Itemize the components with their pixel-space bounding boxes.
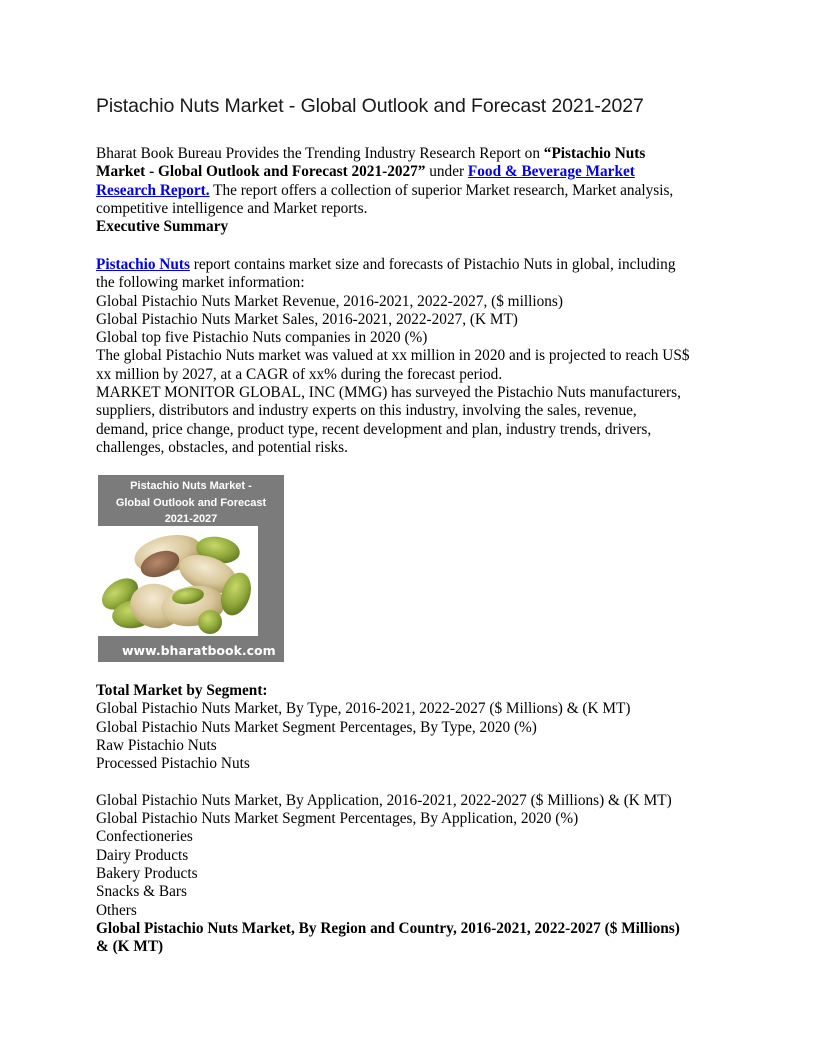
- type-line: Processed Pistachio Nuts: [96, 755, 250, 773]
- summary-line: Global top five Pistachio Nuts companies in 2020 (%): [96, 329, 428, 347]
- page-title: Pistachio Nuts Market - Global Outlook and Forecast 2021-2027: [96, 95, 644, 117]
- summary-line: MARKET MONITOR GLOBAL, INC (MMG) has surveyed the Pistachio Nuts manufacturers,: [96, 384, 681, 402]
- summary-paragraph: [96, 256, 720, 457]
- summary-line: The global Pistachio Nuts market was valued at xx million in 2020 and is projected to reach US$: [96, 347, 690, 365]
- cover-title-line: Global Outlook and Forecast: [115, 496, 267, 509]
- summary-line-1: [96, 256, 720, 274]
- type-line: Global Pistachio Nuts Market Segment Percentages, By Type, 2020 (%): [96, 718, 537, 736]
- application-line: Confectioneries: [96, 828, 193, 846]
- application-line: Global Pistachio Nuts Market Segment Percentages, By Application, 2020 (%): [96, 810, 579, 828]
- cover-title-line: Pistachio Nuts Market -: [130, 480, 252, 492]
- application-line: Bakery Products: [96, 864, 198, 882]
- segments-heading: Total Market by Segment:: [96, 682, 268, 699]
- blank-line: [96, 773, 720, 791]
- intro-text-under: under: [425, 163, 468, 181]
- application-line: Snacks & Bars: [96, 883, 187, 901]
- pistachio-illustration: [98, 526, 258, 636]
- intro-line-4: competitive intelligence and Market reports.: [96, 199, 368, 217]
- cover-title-line: 2021-2027: [164, 513, 218, 525]
- type-line: Global Pistachio Nuts Market, By Type, 2016-2021, 2022-2027 ($ Millions) & (K MT): [96, 700, 631, 718]
- intro-text: Bharat Book Bureau Provides the Trending Industry Research Report on: [96, 145, 544, 162]
- summary-line: xx million by 2027, at a CAGR of xx% during the forecast period.: [96, 365, 503, 383]
- application-line: Others: [96, 901, 137, 919]
- executive-summary-heading: Executive Summary: [96, 218, 229, 236]
- type-line: Raw Pistachio Nuts: [96, 736, 217, 754]
- summary-line: Global Pistachio Nuts Market Revenue, 2016-2021, 2022-2027, ($ millions): [96, 292, 563, 310]
- research-report-link[interactable]: Research Report.: [96, 181, 210, 199]
- summary-line: the following market information:: [96, 274, 305, 292]
- region-heading-cont: & (K MT): [96, 938, 164, 956]
- summary-text: report contains market size and forecasts of Pistachio Nuts in global, including: [189, 256, 676, 273]
- food-beverage-report-link[interactable]: Food & Beverage Market: [467, 163, 635, 181]
- summary-line: Global Pistachio Nuts Market Sales, 2016-2021, 2022-2027, (K MT): [96, 310, 518, 328]
- application-line: Dairy Products: [96, 846, 189, 864]
- intro-paragraph: [96, 145, 720, 236]
- cover-title: [98, 478, 284, 528]
- report-cover-image: [98, 475, 284, 662]
- region-heading: Global Pistachio Nuts Market, By Region and Country, 2016-2021, 2022-2027 ($ Millions): [96, 919, 680, 937]
- intro-line-2: [96, 163, 720, 181]
- pistachio-photo: [98, 526, 258, 636]
- application-line: Global Pistachio Nuts Market, By Application, 2016-2021, 2022-2027 ($ Millions) & (K MT): [96, 791, 672, 809]
- summary-line: demand, price change, product type, recent development and plan, industry trends, drivers,: [96, 420, 652, 438]
- cover-url: www.bharatbook.com: [122, 643, 276, 658]
- intro-line-3: [96, 182, 720, 200]
- intro-line-1: [96, 145, 720, 163]
- summary-line: suppliers, distributors and industry experts on this industry, involving the sales, revenue,: [96, 402, 637, 420]
- report-title-bold: “Pistachio Nuts: [543, 145, 646, 162]
- report-title-bold-cont: Market - Global Outlook and Forecast 2021-2027”: [96, 163, 426, 181]
- summary-line: challenges, obstacles, and potential risks.: [96, 438, 348, 456]
- intro-text-offers: The report offers a collection of superior Market research, Market analysis,: [209, 181, 674, 199]
- segments-section: [96, 682, 720, 956]
- pistachio-nuts-link[interactable]: Pistachio Nuts: [96, 256, 190, 273]
